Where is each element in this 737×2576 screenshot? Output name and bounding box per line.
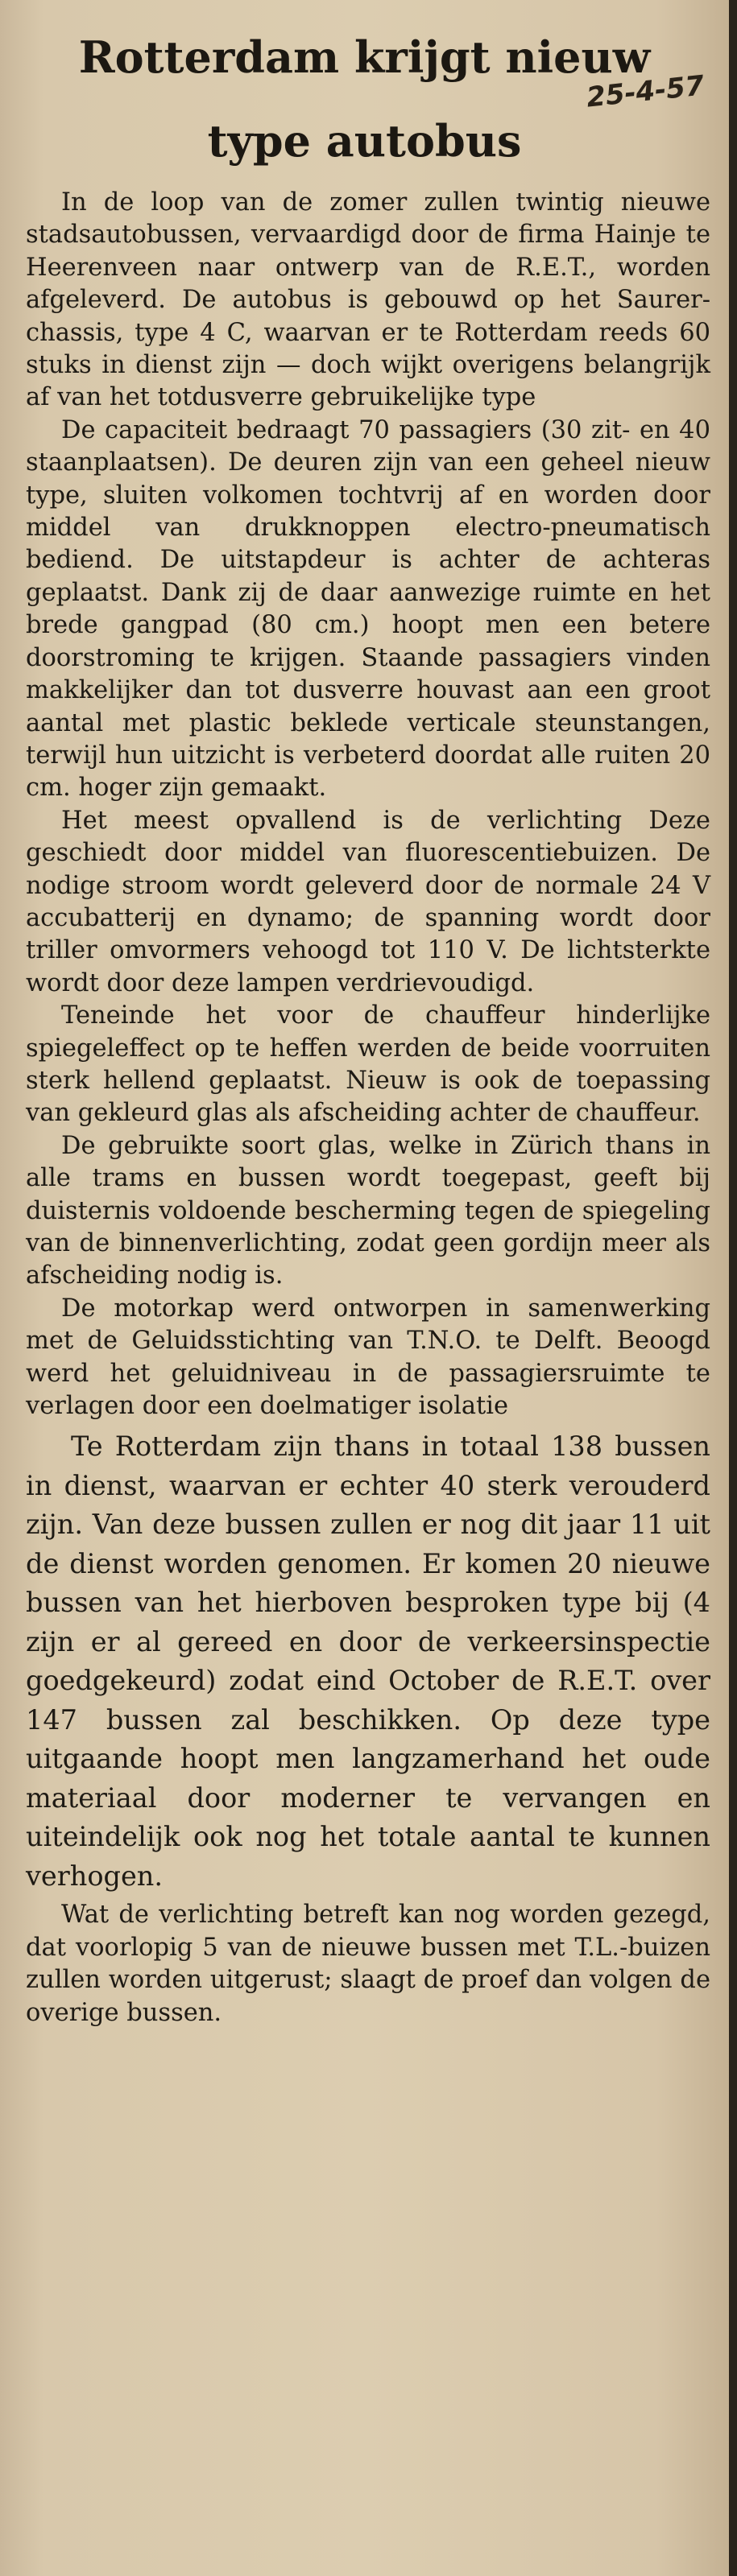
paragraph-tl-tubes: Wat de verlichting betreft kan nog worden gezegd, dat voorlopig 5 van de nieuwe bussen met T.L.-buizen zullen worden uitgerust; slaagt de proef dan volgen de overige bussen. [26,1901,710,2027]
article-body [26,187,710,2029]
headline-line-2: type autobus [207,115,522,167]
paragraph-capacity: De capaciteit bedraagt 70 passagiers (30 zit- en 40 staanplaatsen). De deuren zijn van een geheel nieuw type, sluiten volkomen tochtvrij af en worden door middel van drukknoppen electro-pneumatisch bediend. De uitstapdeur is achter de achteras geplaatst. Dank zij de daar aanwezige ruimte en het brede gangpad (80 cm.) hoopt men een betere doorstroming te krijgen. Staande passagiers vinden makkelijker dan tot dusverre houvast aan een groot aantal met plastic beklede verticale steunstangen, terwijl hun uitzicht is verbeterd doordat alle ruiten 20 cm. hoger zijn gemaakt. [26,415,710,803]
paragraph-intro: In de loop van de zomer zullen twintig nieuwe stadsautobussen, vervaardigd door de firma Hainje te Heerenveen naar ontwerp van de R.E.T., worden afgeleverd. De autobus is gebouwd op het Saurer-chassis, type 4 C, waarvan er te Rotterdam reeds 60 stuks in dienst zijn — doch wijkt overigens belangrijk af van het totdusverre gebruikelijke type [26,188,710,412]
paragraph-windscreen: Teneinde het voor de chauffeur hinderlijke spiegeleffect op te heffen werden de beide voorruiten sterk hellend geplaatst. Nieuw is ook de toepassing van gekleurd glas als afscheiding achter de chauffeur. [26,1001,710,1128]
background-edge [729,0,737,2576]
paragraph-engine-hood: De motorkap werd ontworpen in samenwerking met de Geluidsstichting van T.N.O. te Delft. Beoogd werd het geluidniveau in de passagiersruimte te verlagen door een doelmatiger isolatie [26,1294,710,1421]
paragraph-fleet: Te Rotterdam zijn thans in totaal 138 bussen in dienst, waarvan er echter 40 sterk verouderd zijn. Van deze bussen zullen er nog dit jaar 11 uit de dienst worden genomen. Er komen 20 nieuwe bussen van het hierboven besproken type bij (4 zijn er al gereed en door de verkeersinspectie goedgekeurd) zodat eind October de R.E.T. over 147 bussen zal beschikken. Op deze type uitgaande hoopt men langzamerhand het oude materiaal door moderner te vervangen en uiteindelijk ook nog het totale aantal te kunnen verhogen. [26,1430,710,1892]
handwritten-date: 25-4-57 [585,69,706,114]
paragraph-glass: De gebruikte soort glas, welke in Zürich thans in alle trams en bussen wordt toegepast, geeft bij duisternis voldoende bescherming tegen de spiegeling van de binnenverlichting, zodat geen gordijn meer als afscheiding nodig is. [26,1131,710,1290]
headline-line-1: Rotterdam krijgt nieuw [78,31,651,83]
paragraph-lighting: Het meest opvallend is de verlichting Deze geschiedt door middel van fluorescentiebuizen. De nodige stroom wordt geleverd door de normale 24 V accubatterij en dynamo; de spanning wordt door triller omvormers vehoogd tot 110 V. De lichtsterkte wordt door deze lampen verdrievoudigd. [26,806,710,997]
